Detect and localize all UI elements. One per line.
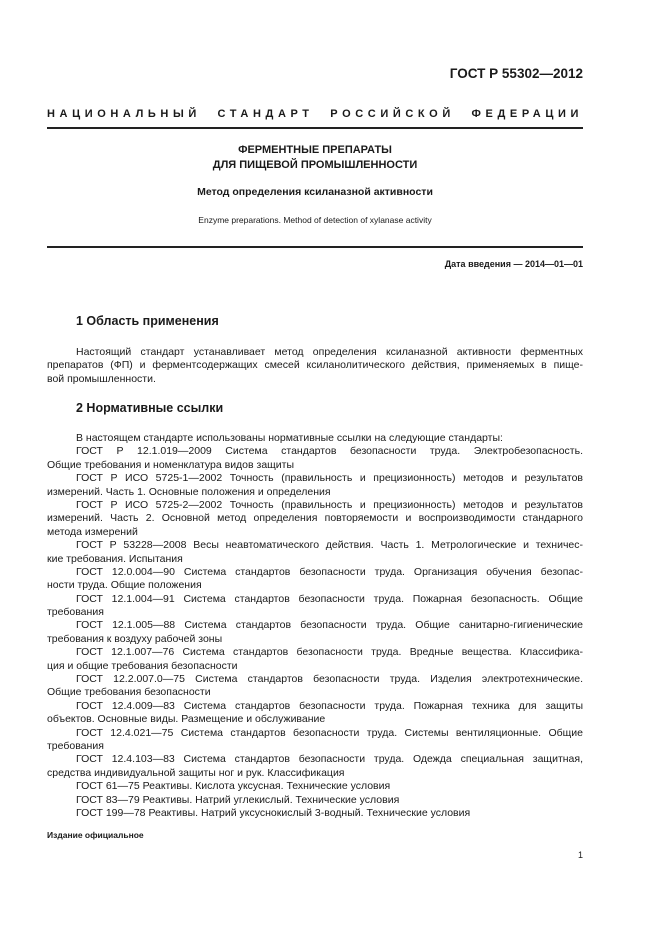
title-line-1: ФЕРМЕНТНЫЕ ПРЕПАРАТЫ [238,144,392,156]
reference-line: ГОСТ 12.2.007.0—75 Система стандартов безопасности труда. Изделия электротехнические. [76,673,583,686]
section-2-heading: 2 Нормативные ссылки [76,401,224,415]
title-rule [47,246,583,248]
national-standard-banner: НАЦИОНАЛЬНЫЙ СТАНДАРТ РОССИЙСКОЙ ФЕДЕРАЦИИ [47,108,583,120]
reference-line: ГОСТ 61—75 Реактивы. Кислота уксусная. Технические условия [76,780,391,793]
reference-line: ГОСТ 12.4.021—75 Система стандартов безопасности труда. Системы вентиляционные. Общие [76,726,583,739]
document-number: ГОСТ Р 55302—2012 [449,66,583,81]
reference-line: ГОСТ Р 53228—2008 Весы неавтоматического действия. Часть 1. Метрологические и техничес- [76,539,583,552]
reference-line: ГОСТ 12.1.004—91 Система стандартов безопасности труда. Пожарная безопасность. Общие [76,592,583,605]
reference-line: ГОСТ 12.0.004—90 Система стандартов безопасности труда. Организация обучения безопас- [76,565,583,578]
text-line: вой промышленности. [47,372,156,385]
reference-line: объектов. Основные виды. Размещение и обслуживание [47,713,326,726]
reference-line: требования [47,606,104,619]
reference-line: ГОСТ Р ИСО 5725-1—2002 Точность (правильность и прецизионность) методов и результатов [76,472,583,485]
reference-line: кие требования. Испытания [47,552,183,565]
reference-line: ГОСТ 12.1.007—76 Система стандартов безопасности труда. Вредные вещества. Классифика- [76,646,583,659]
edition-note: Издание официальное [47,830,144,840]
reference-line: ГОСТ 12.4.103—83 Система стандартов безопасности труда. Одежда специальная защитная, [76,753,583,766]
text-line: В настоящем стандарте использованы нормативные ссылки на следующие стандарты: [76,432,503,444]
reference-line: измерений. Часть 1. Основные положения и определения [47,485,331,498]
section-1-heading: 1 Область применения [76,314,219,328]
reference-line: Общие требования и номенклатура видов защиты [47,458,295,471]
reference-line: измерений. Часть 2. Основной метод определения повторяемости и воспроизводимости стандарного [47,512,583,525]
text-line: Настоящий стандарт устанавливает метод определения ксиланазной активности ферментных [76,346,583,358]
section-1-body [47,346,583,386]
reference-line: ГОСТ 12.1.005—88 Система стандартов безопасности труда. Общие санитарно-гигиенические [76,619,583,632]
text-line: препаратов (ФП) и ферментсодержащих смесей ксиланолитического действия, применяемых в пище- [47,359,583,372]
english-title: Enzyme preparations. Method of detection of xylanase activity [198,215,432,225]
reference-line: требования к воздуху рабочей зоны [47,632,223,645]
reference-line: средства индивидуальной защиты ног и рук. Классификация [47,766,345,779]
reference-line: ГОСТ Р ИСО 5725-2—2002 Точность (правильность и прецизионность) методов и результатов [76,498,583,511]
title-line-2: ДЛЯ ПИЩЕВОЙ ПРОМЫШЛЕННОСТИ [212,159,418,171]
reference-line: ГОСТ 199—78 Реактивы. Натрий уксуснокислый 3-водный. Технические условия [76,806,471,819]
header-rule [47,127,583,129]
reference-line: ности труда. Общие положения [47,579,202,592]
introduction-date: Дата введения — 2014—01—01 [444,259,583,269]
subtitle: Метод определения ксиланазной активности [197,186,433,198]
page-number: 1 [577,850,583,860]
section-2-body [47,432,583,820]
reference-line: метода измерений [47,525,138,538]
reference-line: требования [47,739,104,752]
reference-line: ГОСТ 83—79 Реактивы. Натрий углекислый. Технические условия [76,793,400,806]
reference-line: Общие требования безопасности [47,686,211,699]
reference-line: ция и общие требования безопасности [47,659,238,672]
reference-line: ГОСТ Р 12.1.019—2009 Система стандартов безопасности труда. Электробезопасность. [76,445,583,458]
reference-line: ГОСТ 12.4.009—83 Система стандартов безопасности труда. Пожарная техника для защиты [76,699,583,712]
